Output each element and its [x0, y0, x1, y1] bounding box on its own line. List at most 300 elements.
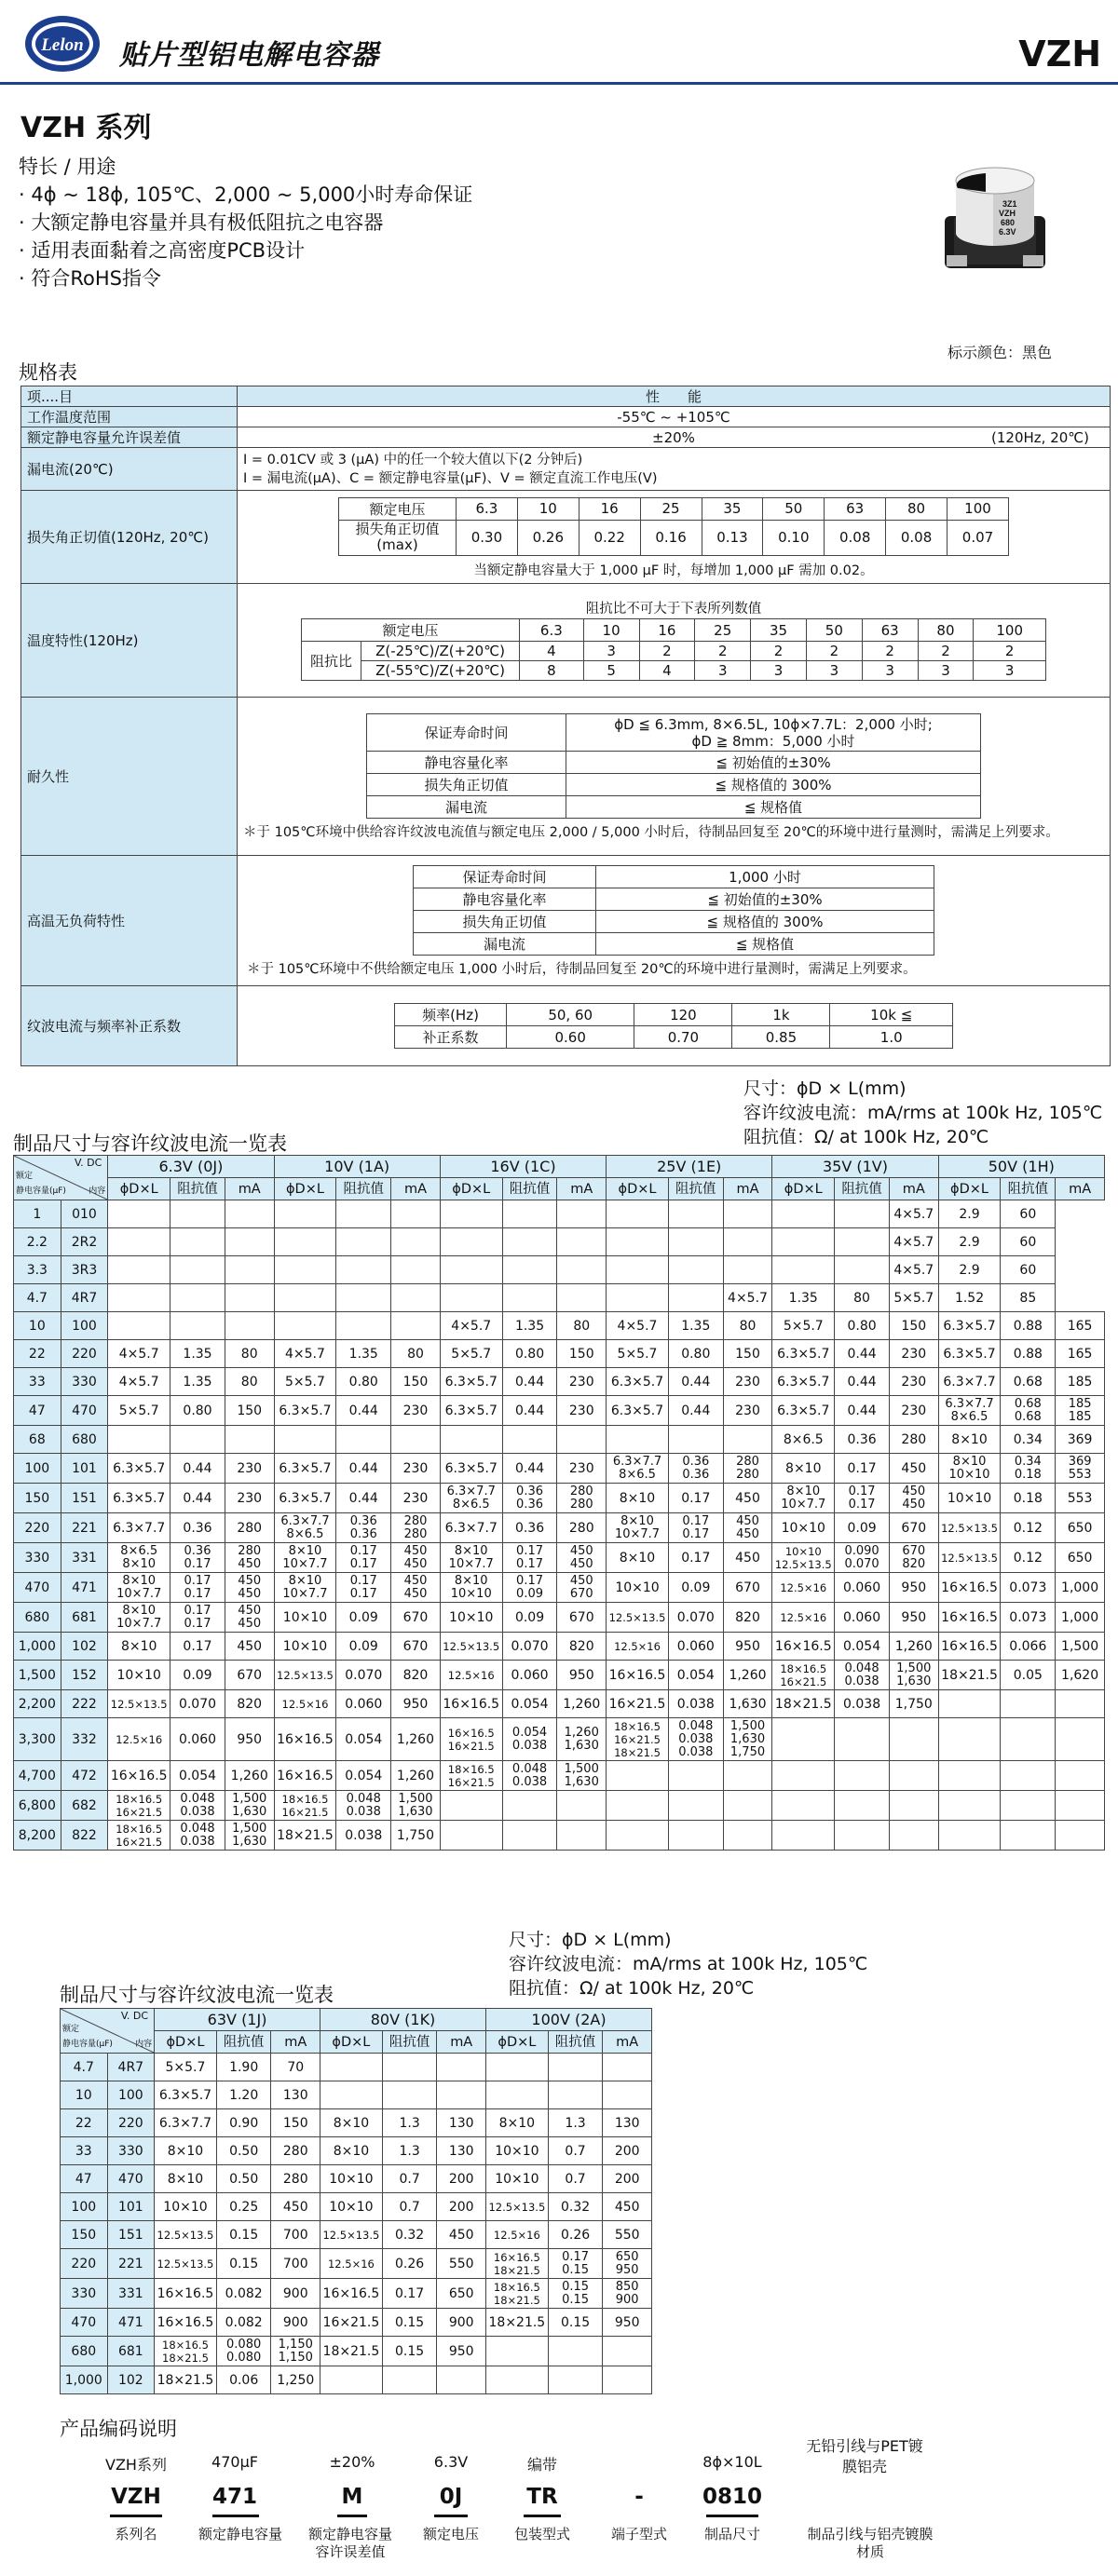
impedance-cell	[668, 1426, 723, 1454]
capacitance-cell: 1,000	[14, 1633, 61, 1661]
capacitance-cell: 22	[61, 2109, 108, 2137]
ripple-cell: 230	[391, 1396, 441, 1426]
impedance-cell: 0.80	[668, 1340, 723, 1368]
size-cell: 5×5.7	[440, 1340, 502, 1368]
ripple-cell: 230	[723, 1368, 772, 1396]
lowtemp-table	[301, 618, 1046, 681]
capacitance-cell: 3,300	[14, 1718, 61, 1761]
pc-sample: 470μF	[211, 2453, 258, 2471]
size-cell: 8×10 10×7.7	[274, 1573, 336, 1603]
size-cell: 6.3×5.7	[440, 1396, 502, 1426]
pc-caption: 额定静电容量	[198, 2526, 283, 2542]
size-cell	[938, 1761, 1001, 1791]
shelf-value	[238, 856, 1111, 986]
endurance-row-label: 漏电流	[367, 796, 566, 819]
endurance-life-line: ϕD ≦ 6.3mm, 8×6.5L, 10ϕ×7.7L：2,000 小时;	[614, 715, 933, 733]
impedance-cell: 0.36	[170, 1513, 225, 1543]
size-cell: 12.5×16	[274, 1690, 336, 1718]
lt-r1: 2	[974, 642, 1046, 661]
capacitor-photo	[937, 160, 1058, 272]
impedance-cell	[668, 1791, 723, 1821]
impedance-cell: 0.09	[668, 1573, 723, 1603]
column-header: ϕD×L	[274, 1178, 336, 1200]
column-header: 阻抗值	[835, 1178, 890, 1200]
impedance-cell: 1.35	[668, 1312, 723, 1340]
ripple-cell	[557, 1821, 607, 1851]
impedance-cell: 1.20	[216, 2081, 271, 2109]
feature-item: · 适用表面黏着之高密度PCB设计	[19, 239, 306, 262]
impedance-cell	[668, 1761, 723, 1791]
size-table-2	[60, 2008, 652, 2394]
endurance-life-line: ϕD ≧ 8mm：5,000 小时	[691, 732, 855, 750]
ripple-cell: 450	[603, 2193, 652, 2221]
impedance-cell	[382, 2054, 437, 2081]
endurance-row-label: 保证寿命时间	[367, 714, 566, 752]
ripple-value	[238, 986, 1111, 1066]
size-cell	[440, 1284, 502, 1312]
size-cell: 10×10	[155, 2193, 217, 2221]
ripple-cell: 450	[271, 2193, 320, 2221]
impedance-cell: 0.038	[835, 1690, 890, 1718]
lt-volt: 35	[751, 619, 807, 642]
impedance-cell: 0.7	[382, 2193, 437, 2221]
impedance-cell	[668, 1228, 723, 1256]
tan-volt: 16	[579, 497, 640, 520]
impedance-cell: 0.36	[502, 1513, 557, 1543]
impedance-cell	[835, 1200, 890, 1228]
pc-code: M	[341, 2485, 363, 2509]
code-cell: 680	[61, 1426, 108, 1454]
capacitance-cell: 470	[14, 1573, 61, 1603]
capacitance-cell: 330	[14, 1543, 61, 1573]
impedance-cell	[1001, 1791, 1056, 1821]
table-row	[14, 1340, 1105, 1368]
ripple-cell: 450	[225, 1633, 274, 1661]
column-header: mA	[1056, 1178, 1105, 1200]
ripple-cell: 80	[723, 1312, 772, 1340]
ripple-cell	[723, 1791, 772, 1821]
size-cell	[607, 1284, 669, 1312]
ripple-cell: 1,260	[723, 1661, 772, 1690]
impedance-cell: 0.36 0.36	[668, 1454, 723, 1484]
ripple-cell: 900	[271, 2309, 320, 2337]
ripple-cell: 4×5.7	[889, 1256, 938, 1284]
impedance-cell	[336, 1312, 391, 1340]
ripple-cell: 80	[557, 1312, 607, 1340]
ripple-cell: 150	[723, 1340, 772, 1368]
impedance-cell: 0.15	[382, 2337, 437, 2366]
ripple-cell	[1056, 1761, 1105, 1791]
size-cell	[274, 1312, 336, 1340]
impedance-cell: 0.44	[668, 1396, 723, 1426]
impedance-cell: 0.36 0.36	[336, 1513, 391, 1543]
size-cell: 6.3×5.7	[108, 1484, 170, 1513]
impedance-cell	[668, 1821, 723, 1851]
volt-header: 10V (1A)	[274, 1156, 440, 1178]
code-cell: 010	[61, 1200, 108, 1228]
table-row	[61, 2137, 652, 2165]
feature-item: · 大额定静电容量并具有极低阻抗之电容器	[19, 211, 384, 234]
ripple-cell: 130	[603, 2109, 652, 2137]
ripple-cell	[225, 1426, 274, 1454]
table-row	[14, 1633, 1105, 1661]
ripple-cell: 230	[557, 1396, 607, 1426]
code-cell: 681	[107, 2337, 155, 2366]
size-cell: 10×10	[108, 1661, 170, 1690]
impedance-cell: 0.44	[170, 1454, 225, 1484]
size-cell	[320, 2081, 383, 2109]
lt-r2: 3	[751, 661, 807, 681]
shelf-row-value: 1,000 小时	[596, 866, 934, 888]
capacitance-cell: 220	[61, 2249, 108, 2279]
size-cell: 6.3×5.7	[155, 2081, 217, 2109]
column-header: ϕD×L	[155, 2031, 217, 2054]
impedance-cell	[382, 2366, 437, 2394]
size-cell: 4×5.7	[607, 1312, 669, 1340]
unit-line: 阻抗值：Ω/ at 100k Hz, 20℃	[509, 1978, 755, 1999]
size-cell: 12.5×13.5	[155, 2249, 217, 2279]
impedance-cell: 1.35	[170, 1368, 225, 1396]
size-cell: 8×10	[155, 2165, 217, 2193]
ripple-cell: 200	[437, 2165, 486, 2193]
ripple-cell: 1,250	[271, 2366, 320, 2394]
ripple-cell: 369 553	[1056, 1454, 1105, 1484]
ripple-cell: 1,750	[889, 1690, 938, 1718]
column-header: 阻抗值	[336, 1178, 391, 1200]
capacitance-cell: 68	[14, 1426, 61, 1454]
size-cell: 12.5×13.5	[938, 1513, 1001, 1543]
ripple-cell: 650	[437, 2279, 486, 2309]
impedance-cell: 0.060	[170, 1718, 225, 1761]
photo-marking: 680	[1001, 218, 1016, 227]
ripple-cell: 280	[557, 1513, 607, 1543]
size-cell: 16×16.5	[274, 1761, 336, 1791]
size-cell: 4×5.7	[108, 1368, 170, 1396]
size-cell: 5×5.7	[772, 1312, 835, 1340]
endurance-value	[238, 698, 1111, 856]
size-cell: 6.3×5.7	[274, 1396, 336, 1426]
impedance-cell	[502, 1228, 557, 1256]
size-cell	[772, 1200, 835, 1228]
size-cell: 8×6.5 8×10	[108, 1543, 170, 1573]
ripple-coef: 0.85	[732, 1026, 830, 1049]
lt-r1: 2	[639, 642, 695, 661]
impedance-cell	[548, 2081, 603, 2109]
code-cell: 332	[61, 1718, 108, 1761]
table-row	[14, 1573, 1105, 1603]
size-table-1-title: 制品尺寸与容许纹波电流一览表	[13, 1132, 287, 1155]
impedance-cell	[1001, 1690, 1056, 1718]
shelf-row-value: ≦ 初始值的±30%	[596, 888, 934, 911]
table-row	[14, 1661, 1105, 1690]
ripple-cell: 450	[723, 1543, 772, 1573]
ripple-cell: 165	[1056, 1312, 1105, 1340]
size-cell: 12.5×16	[607, 1633, 669, 1661]
volt-header: 35V (1V)	[772, 1156, 938, 1178]
size-cell: 10×10	[772, 1513, 835, 1543]
ripple-freq: 120	[634, 1004, 732, 1026]
impedance-cell: 60	[1001, 1200, 1056, 1228]
size-cell: 12.5×16	[772, 1603, 835, 1633]
size-cell	[108, 1256, 170, 1284]
table-row	[61, 2109, 652, 2137]
size-cell: 2.9	[938, 1200, 1001, 1228]
lt-r2: 8	[520, 661, 584, 681]
size-cell: 12.5×13.5	[440, 1633, 502, 1661]
lowtemp-caption: 阻抗比不可大于下表所列数值	[585, 602, 762, 617]
size-cell	[108, 1426, 170, 1454]
column-header: mA	[723, 1178, 772, 1200]
capacitance-cell: 680	[14, 1603, 61, 1633]
ripple-freq: 1k	[732, 1004, 830, 1026]
size-cell: 6.3×5.7	[274, 1484, 336, 1513]
capacitance-cell: 680	[61, 2337, 108, 2366]
size-cell: 18×16.5 16×21.5	[772, 1661, 835, 1690]
impedance-cell: 0.18	[1001, 1484, 1056, 1513]
column-header: mA	[557, 1178, 607, 1200]
ripple-cell: 450 670	[557, 1573, 607, 1603]
pc-caption: 系列名	[115, 2526, 157, 2542]
ripple-cell: 670	[391, 1603, 441, 1633]
size-cell	[938, 1791, 1001, 1821]
size-cell	[772, 1761, 835, 1791]
endurance-label: 耐久性	[21, 698, 238, 856]
code-cell: 221	[107, 2249, 155, 2279]
ripple-table	[394, 1003, 953, 1049]
size-cell	[486, 2337, 549, 2366]
size-cell: 12.5×13.5	[155, 2221, 217, 2249]
tan-volt: 6.3	[457, 497, 518, 520]
ripple-cell	[603, 2337, 652, 2366]
ripple-cell: 4×5.7	[889, 1228, 938, 1256]
ripple-cell	[225, 1284, 274, 1312]
size-cell: 12.5×13.5	[938, 1543, 1001, 1573]
lt-r1: 2	[862, 642, 918, 661]
impedance-cell: 0.060	[835, 1603, 890, 1633]
impedance-cell	[668, 1256, 723, 1284]
pc-sample: 编带	[526, 2456, 558, 2474]
unit-line: 尺寸：ϕD × L(mm)	[509, 1930, 672, 1950]
size-cell: 16×16.5	[108, 1761, 170, 1791]
column-header: ϕD×L	[772, 1178, 835, 1200]
endurance-row-value: ≦ 规格值的 300%	[566, 774, 981, 796]
impedance-cell: 0.44	[835, 1368, 890, 1396]
code-cell: 471	[61, 1573, 108, 1603]
capacitance-cell: 1	[14, 1200, 61, 1228]
units-note-1	[743, 1077, 1102, 1149]
impedance-cell	[336, 1284, 391, 1312]
ripple-cell: 5×5.7	[889, 1284, 938, 1312]
cap-tol-condition: (120Hz, 20℃)	[991, 428, 1089, 446]
ripple-cell: 280	[889, 1426, 938, 1454]
size-cell: 16×16.5 18×21.5	[486, 2249, 549, 2279]
ripple-cell: 1,260	[557, 1690, 607, 1718]
size-cell: 10×10	[938, 1484, 1001, 1513]
corner-code: 内容	[135, 2040, 153, 2049]
size-cell: 16×21.5	[607, 1690, 669, 1718]
impedance-cell: 60	[1001, 1228, 1056, 1256]
ripple-cell: 80	[225, 1368, 274, 1396]
impedance-cell: 0.09	[336, 1633, 391, 1661]
impedance-cell	[668, 1284, 723, 1312]
impedance-cell	[835, 1821, 890, 1851]
column-header: 阻抗值	[382, 2031, 437, 2054]
size-cell	[440, 1228, 502, 1256]
unit-line: 容许纹波电流：mA/rms at 100k Hz, 105℃	[743, 1103, 1103, 1123]
impedance-cell: 0.7	[548, 2165, 603, 2193]
tan-note: 当额定静电容量大于 1,000 μF 时，每增加 1,000 μF 需加 0.02。	[473, 563, 874, 578]
capacitance-cell: 2,200	[14, 1690, 61, 1718]
ripple-cell: 150	[391, 1368, 441, 1396]
shelf-row-label: 损失角正切值	[414, 911, 596, 933]
impedance-cell	[835, 1256, 890, 1284]
lt-volt: 63	[862, 619, 918, 642]
ripple-cell: 230	[723, 1396, 772, 1426]
ripple-cell	[603, 2081, 652, 2109]
cap-tol-value-text: ±20%	[652, 428, 695, 446]
table-row	[14, 1791, 1105, 1821]
size-cell: 16×16.5	[155, 2309, 217, 2337]
unit-line: 阻抗值：Ω/ at 100k Hz, 20℃	[743, 1127, 989, 1147]
pc-sample: ±20%	[329, 2453, 375, 2471]
size-cell: 16×16.5	[938, 1603, 1001, 1633]
size-cell	[440, 1200, 502, 1228]
pc-caption: 制品引线与铝壳镀膜 材质	[807, 2526, 934, 2560]
lt-r1: 2	[918, 642, 974, 661]
size-cell: 6.3×5.7	[772, 1340, 835, 1368]
tan-value-label: 损失角正切值 (max)	[339, 520, 457, 555]
impedance-cell: 1.3	[382, 2109, 437, 2137]
lt-volt: 25	[695, 619, 751, 642]
size-cell: 6.3×7.7	[938, 1368, 1001, 1396]
impedance-cell: 0.17	[668, 1543, 723, 1573]
impedance-cell	[336, 1426, 391, 1454]
ripple-coef: 0.70	[634, 1026, 732, 1049]
size-cell: 8×10	[108, 1633, 170, 1661]
lt-r2: 3	[806, 661, 862, 681]
pc-caption: 制品尺寸	[703, 2526, 761, 2542]
impedance-cell: 0.44	[502, 1396, 557, 1426]
impedance-cell: 0.26	[548, 2221, 603, 2249]
impedance-cell: 0.048 0.038	[170, 1821, 225, 1851]
column-header: ϕD×L	[108, 1178, 170, 1200]
impedance-cell: 1.35	[170, 1340, 225, 1368]
size-cell: 16×16.5	[440, 1690, 502, 1718]
shelf-label: 高温无负荷特性	[21, 856, 238, 986]
code-cell: 102	[107, 2366, 155, 2394]
size-cell: 6.3×7.7 8×6.5	[274, 1513, 336, 1543]
ripple-cell: 670	[557, 1603, 607, 1633]
capacitance-cell: 470	[61, 2309, 108, 2337]
size-cell: 18×21.5	[772, 1690, 835, 1718]
impedance-cell: 0.34	[1001, 1426, 1056, 1454]
impedance-cell: 0.054	[502, 1690, 557, 1718]
ripple-cell: 230	[225, 1484, 274, 1513]
lt-volt: 10	[583, 619, 639, 642]
unit-line: 尺寸：ϕD × L(mm)	[743, 1078, 907, 1099]
size-cell: 12.5×13.5	[108, 1690, 170, 1718]
corner-rated: 额定	[62, 2025, 80, 2034]
impedance-cell: 0.88	[1001, 1340, 1056, 1368]
impedance-cell: 0.36 0.36	[502, 1484, 557, 1513]
impedance-cell: 0.070	[502, 1633, 557, 1661]
size-cell: 18×16.5 16×21.5 18×21.5	[607, 1718, 669, 1761]
lt-volt: 6.3	[520, 619, 584, 642]
capacitance-cell: 2.2	[14, 1228, 61, 1256]
size-cell: 18×21.5	[274, 1821, 336, 1851]
lt-r1: 4	[520, 642, 584, 661]
tan-val: 0.07	[948, 520, 1009, 555]
ripple-cell: 230	[557, 1454, 607, 1484]
size-cell	[274, 1228, 336, 1256]
ripple-cell: 1,000	[1056, 1603, 1105, 1633]
ripple-cell: 1,500	[1056, 1633, 1105, 1661]
pc-underline	[706, 2515, 758, 2517]
code-cell: 331	[61, 1543, 108, 1573]
impedance-cell: 0.048 0.038	[336, 1791, 391, 1821]
ripple-cell	[557, 1791, 607, 1821]
impedance-cell: 85	[1001, 1284, 1056, 1312]
impedance-cell: 0.054	[668, 1661, 723, 1690]
ripple-cell: 1,000	[1056, 1573, 1105, 1603]
ripple-cell: 280	[271, 2165, 320, 2193]
lt-r2-label: Z(-55℃)/Z(+20℃)	[361, 661, 520, 681]
table-row	[61, 2337, 652, 2366]
impedance-cell: 0.44	[336, 1484, 391, 1513]
table-row	[14, 1543, 1105, 1573]
impedance-cell: 0.15	[548, 2309, 603, 2337]
size-cell: 10×10	[607, 1573, 669, 1603]
impedance-cell: 80	[835, 1284, 890, 1312]
impedance-cell	[170, 1312, 225, 1340]
ripple-cell	[391, 1426, 441, 1454]
tan-val: 0.30	[457, 520, 518, 555]
column-header: 阻抗值	[216, 2031, 271, 2054]
code-cell: 222	[61, 1690, 108, 1718]
table-row	[14, 1396, 1105, 1426]
size-cell: 8×6.5	[772, 1426, 835, 1454]
lt-volt: 100	[974, 619, 1046, 642]
photo-marking: 3Z1	[1002, 199, 1017, 209]
lt-r2: 4	[639, 661, 695, 681]
size-cell: 8×10	[607, 1543, 669, 1573]
ripple-cell: 900	[437, 2309, 486, 2337]
impedance-cell: 0.80	[835, 1312, 890, 1340]
impedance-cell	[382, 2081, 437, 2109]
impedance-cell: 0.12	[1001, 1513, 1056, 1543]
impedance-cell	[502, 1256, 557, 1284]
size-cell: 6.3×7.7	[108, 1513, 170, 1543]
size-cell: 16×21.5	[320, 2309, 383, 2337]
impedance-cell: 0.17	[668, 1484, 723, 1513]
size-cell: 8×10 10×7.7	[108, 1573, 170, 1603]
table-row	[14, 1284, 1105, 1312]
column-header: mA	[391, 1178, 441, 1200]
part-code-title: 产品编码说明	[60, 2418, 177, 2440]
size-cell: 8×10	[938, 1426, 1001, 1454]
impedance-cell	[835, 1228, 890, 1256]
code-cell: 330	[107, 2137, 155, 2165]
shelf-note: ＊于 105℃环境中不供给额定电压 1,000 小时后，待制品回复至 20℃的环境中进行量测时，需满足上列要求。	[247, 962, 917, 977]
ripple-cell: 450 450	[557, 1543, 607, 1573]
column-header: 阻抗值	[668, 1178, 723, 1200]
impedance-cell	[548, 2337, 603, 2366]
size-cell	[440, 1821, 502, 1851]
ripple-cell: 150	[271, 2109, 320, 2137]
size-cell	[772, 1228, 835, 1256]
table-row	[61, 2366, 652, 2394]
endurance-row-label: 静电容量化率	[367, 752, 566, 774]
